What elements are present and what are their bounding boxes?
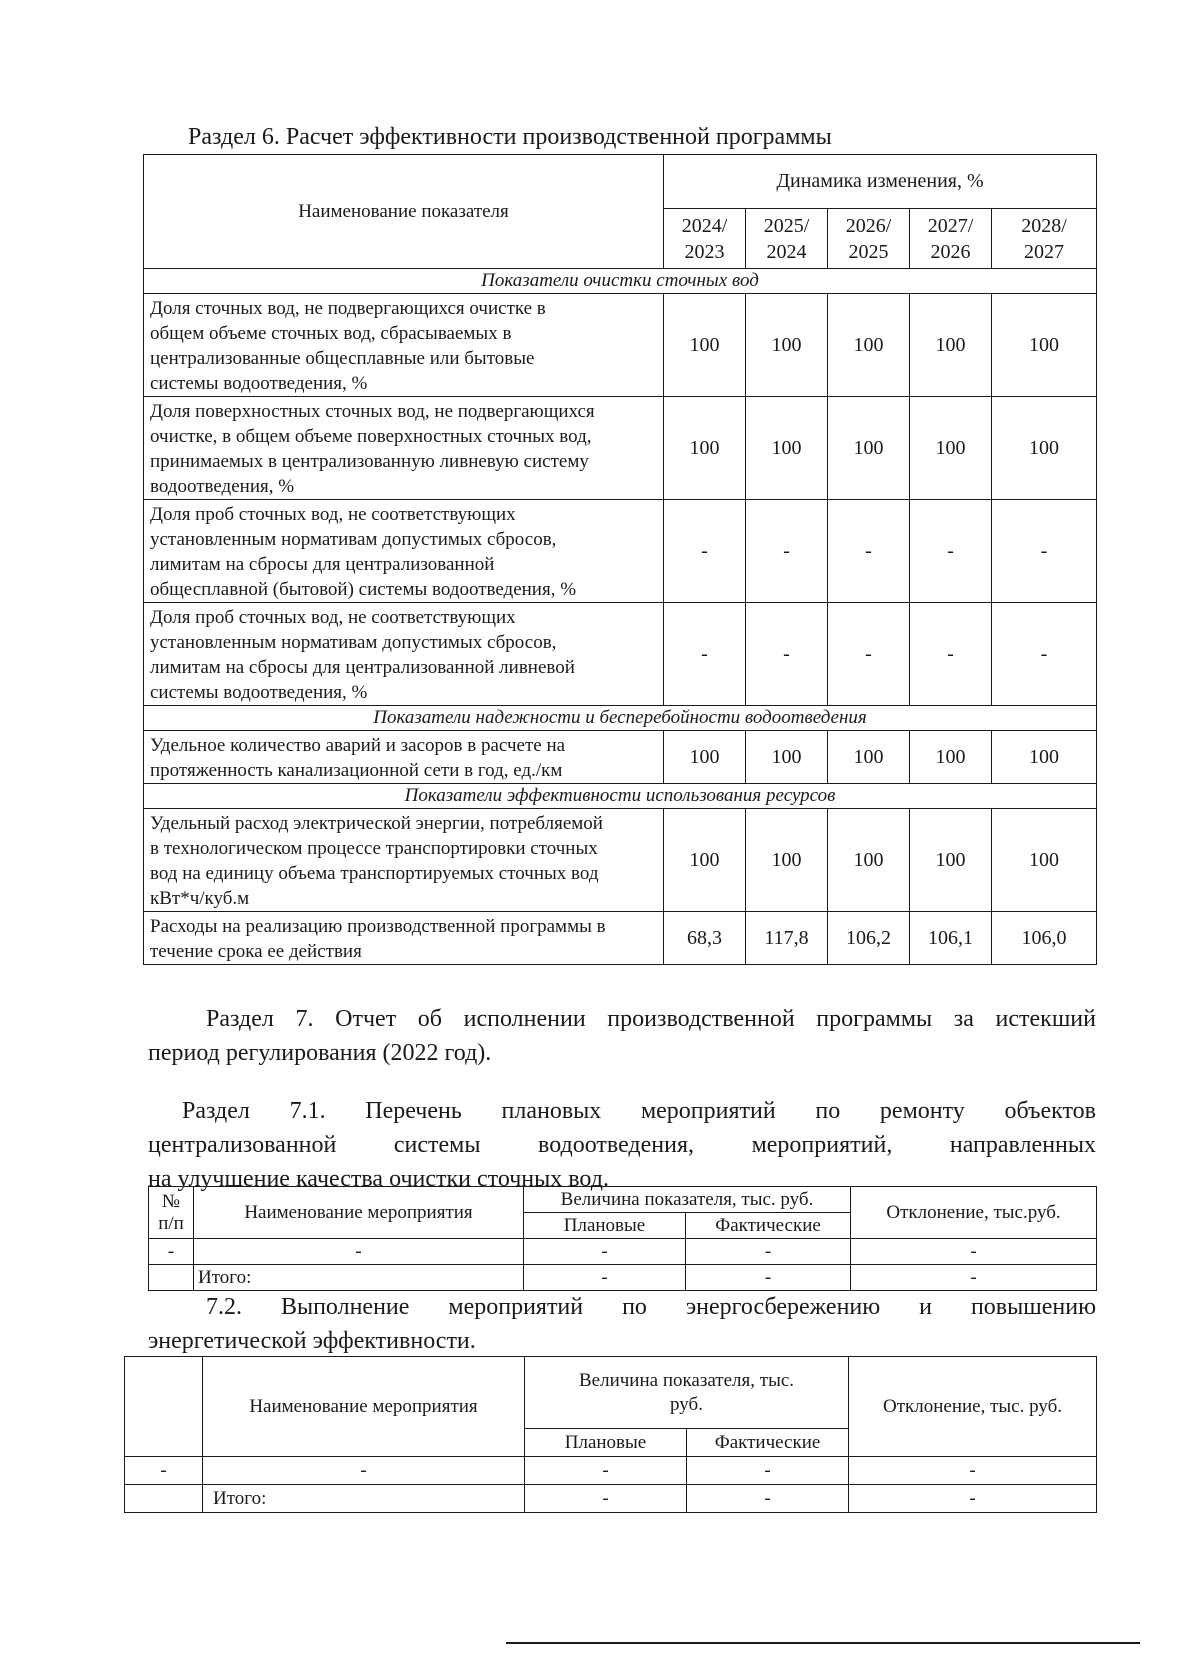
value-cell: 100 — [664, 294, 746, 397]
col-plan: Плановые — [524, 1213, 686, 1239]
value-cell: 100 — [828, 294, 910, 397]
year-col: 2026/ 2025 — [828, 209, 910, 269]
col-measure-name: Наименование мероприятия — [194, 1187, 524, 1239]
total-fact: - — [687, 1485, 849, 1513]
value-cell: 117,8 — [746, 912, 828, 965]
value-cell: 100 — [992, 809, 1097, 912]
row-deviation: - — [849, 1457, 1097, 1485]
value-cell: 100 — [746, 397, 828, 500]
col-fact: Фактические — [687, 1429, 849, 1457]
col-fact: Фактические — [686, 1213, 851, 1239]
total-deviation: - — [851, 1265, 1097, 1291]
value-cell: - — [746, 500, 828, 603]
paragraph-line: Раздел 7.1. Перечень плановых мероприятий по ремонту объектов — [182, 1098, 1096, 1124]
col-deviation: Отклонение, тыс.руб. — [851, 1187, 1097, 1239]
value-cell: 68,3 — [664, 912, 746, 965]
paragraph-line: централизованной системы водоотведения, мероприятий, направленных — [148, 1132, 1096, 1158]
value-cell: 100 — [910, 809, 992, 912]
value-cell: 100 — [746, 294, 828, 397]
value-cell: 100 — [992, 731, 1097, 784]
total-fact: - — [686, 1265, 851, 1291]
group-title: Показатели очистки сточных вод — [144, 269, 1097, 294]
indicator-name: Расходы на реализацию производственной программы в течение срока ее действия — [144, 912, 664, 965]
row-plan: - — [525, 1457, 687, 1485]
paragraph-line: 7.2. Выполнение мероприятий по энергосбережению и повышению — [206, 1294, 1096, 1320]
indicator-name: Удельное количество аварий и засоров в расчете на протяженность канализационной сети в год, ед./км — [144, 731, 664, 784]
year-col: 2024/ 2023 — [664, 209, 746, 269]
section7-paragraph — [148, 1002, 1096, 1070]
total-number-cell — [125, 1485, 203, 1513]
value-cell: 100 — [828, 731, 910, 784]
bottom-rule — [506, 1642, 1140, 1644]
indicator-name: Доля проб сточных вод, не соответствующих установленным нормативам допустимых сбросов, лимитам на сбросы для централизованной ливневой системы водоотведения, % — [144, 603, 664, 706]
col-dynamics: Динамика изменения, % — [664, 155, 1097, 209]
row-name: - — [194, 1239, 524, 1265]
indicator-name: Удельный расход электрической энергии, потребляемой в технологическом процессе транспортировки сточных вод на единицу объема транспортируемых сточных вод кВт*ч/куб.м — [144, 809, 664, 912]
value-cell: - — [828, 500, 910, 603]
total-label: Итого: — [203, 1485, 525, 1513]
row-number: - — [149, 1239, 194, 1265]
value-cell: - — [992, 603, 1097, 706]
value-cell: 100 — [664, 397, 746, 500]
value-cell: 100 — [828, 809, 910, 912]
indicator-name: Доля проб сточных вод, не соответствующих установленным нормативам допустимых сбросов, лимитам на сбросы для централизованной общесплавной (бытовой) системы водоотведения, % — [144, 500, 664, 603]
value-cell: 100 — [746, 809, 828, 912]
value-cell: 100 — [910, 397, 992, 500]
row-deviation: - — [851, 1239, 1097, 1265]
col-value: Величина показателя, тыс. руб. — [525, 1357, 849, 1429]
value-cell: 100 — [910, 294, 992, 397]
section6-title: Раздел 6. Расчет эффективности производственной программы — [188, 124, 832, 150]
row-number: - — [125, 1457, 203, 1485]
value-cell: 100 — [992, 397, 1097, 500]
value-cell: - — [910, 500, 992, 603]
col-value: Величина показателя, тыс. руб. — [524, 1187, 851, 1213]
energy-saving-table — [124, 1356, 1097, 1513]
col-indicator-name: Наименование показателя — [144, 155, 664, 269]
group-title: Показатели эффективности использования ресурсов — [144, 784, 1097, 809]
paragraph-line: Раздел 7. Отчет об исполнении производственной программы за истекший — [206, 1006, 1096, 1032]
value-cell: - — [910, 603, 992, 706]
row-fact: - — [687, 1457, 849, 1485]
value-cell: 100 — [664, 731, 746, 784]
efficiency-table — [143, 154, 1097, 965]
total-number-cell — [149, 1265, 194, 1291]
value-cell: 106,2 — [828, 912, 910, 965]
value-cell: 106,1 — [910, 912, 992, 965]
total-plan: - — [524, 1265, 686, 1291]
col-measure-name: Наименование мероприятия — [203, 1357, 525, 1457]
row-fact: - — [686, 1239, 851, 1265]
total-deviation: - — [849, 1485, 1097, 1513]
total-plan: - — [525, 1485, 687, 1513]
paragraph-line: период регулирования (2022 год). — [148, 1040, 492, 1066]
col-number: № п/п — [149, 1187, 194, 1239]
value-cell: - — [746, 603, 828, 706]
section71-paragraph — [148, 1094, 1096, 1196]
value-cell: 106,0 — [992, 912, 1097, 965]
row-plan: - — [524, 1239, 686, 1265]
value-cell: - — [828, 603, 910, 706]
indicator-name: Доля сточных вод, не подвергающихся очистке в общем объеме сточных вод, сбрасываемых в централизованные общесплавные или бытовые системы водоотведения, % — [144, 294, 664, 397]
repair-measures-table — [148, 1186, 1097, 1291]
section72-paragraph — [148, 1290, 1096, 1358]
value-cell: 100 — [828, 397, 910, 500]
value-cell: - — [664, 500, 746, 603]
col-number — [125, 1357, 203, 1457]
total-label: Итого: — [194, 1265, 524, 1291]
value-cell: - — [664, 603, 746, 706]
value-cell: - — [992, 500, 1097, 603]
year-col: 2027/ 2026 — [910, 209, 992, 269]
value-cell: 100 — [992, 294, 1097, 397]
year-col: 2025/ 2024 — [746, 209, 828, 269]
value-cell: 100 — [664, 809, 746, 912]
value-cell: 100 — [910, 731, 992, 784]
paragraph-line: энергетической эффективности. — [148, 1328, 476, 1354]
year-col: 2028/ 2027 — [992, 209, 1097, 269]
group-title: Показатели надежности и бесперебойности водоотведения — [144, 706, 1097, 731]
col-deviation: Отклонение, тыс. руб. — [849, 1357, 1097, 1457]
value-cell: 100 — [746, 731, 828, 784]
paragraph-line: на улучшение качества очистки сточных вод. — [148, 1166, 609, 1192]
col-plan: Плановые — [525, 1429, 687, 1457]
row-name: - — [203, 1457, 525, 1485]
indicator-name: Доля поверхностных сточных вод, не подвергающихся очистке, в общем объеме поверхностных сточных вод, принимаемых в централизованную ливневую систему водоотведения, % — [144, 397, 664, 500]
